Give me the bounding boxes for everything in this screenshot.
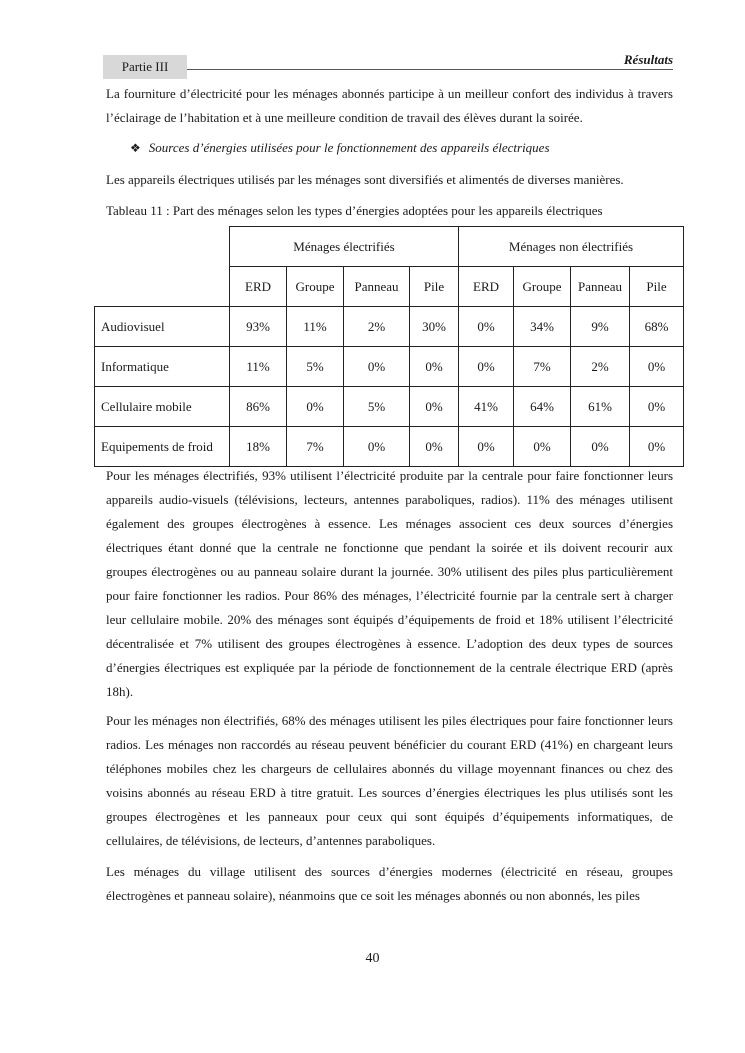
sub-header: Groupe xyxy=(514,267,571,307)
table-cell: 0% xyxy=(630,387,684,427)
table-cell: 2% xyxy=(571,347,630,387)
table-cell: 86% xyxy=(230,387,287,427)
table-cell: 0% xyxy=(410,427,459,467)
sub-header: Pile xyxy=(410,267,459,307)
table-cell: 93% xyxy=(230,307,287,347)
table-cell: 0% xyxy=(459,307,514,347)
table-cell: 7% xyxy=(514,347,571,387)
header-title: Résultats xyxy=(623,52,673,67)
table-cell: 0% xyxy=(630,427,684,467)
table-cell: 5% xyxy=(287,347,344,387)
table-cell: 0% xyxy=(459,427,514,467)
table-cell: 0% xyxy=(410,387,459,427)
table-cell: 0% xyxy=(344,427,410,467)
table-cell: 9% xyxy=(571,307,630,347)
sub-header: ERD xyxy=(459,267,514,307)
table-cell: 18% xyxy=(230,427,287,467)
page-number: 40 xyxy=(365,951,380,966)
table-cell: 64% xyxy=(514,387,571,427)
table-cell: 5% xyxy=(344,387,410,427)
table-cell: 0% xyxy=(344,347,410,387)
row-label: Informatique xyxy=(95,347,230,387)
table-cell: 0% xyxy=(410,347,459,387)
table-cell: 61% xyxy=(571,387,630,427)
sub-header: Panneau xyxy=(344,267,410,307)
table-cell: 34% xyxy=(514,307,571,347)
table-cell: 2% xyxy=(344,307,410,347)
section-tab: Partie III xyxy=(103,55,187,79)
table-group-header-row xyxy=(95,227,684,267)
bullet-heading-text: Sources d’énergies utilisées pour le fonctionnement des appareils électriques xyxy=(148,140,550,155)
table-cell: 0% xyxy=(287,387,344,427)
table-row xyxy=(95,387,684,427)
diamond-bullet-icon: ❖ xyxy=(130,141,141,155)
appliances-sentence: Les appareils électriques utilisés par les ménages sont diversifiés et alimentés de diverses manières. xyxy=(106,172,624,187)
table-cell: 11% xyxy=(287,307,344,347)
table-corner xyxy=(95,227,230,267)
table-cell: 0% xyxy=(514,427,571,467)
table-cell: 41% xyxy=(459,387,514,427)
intro-paragraph: La fourniture d’électricité pour les ménages abonnés participe à un meilleur confort des individus à travers l’éclairage de l’habitation et à une meilleure condition de travail des élèves durant la soirée. xyxy=(106,86,673,125)
energy-table xyxy=(94,226,684,467)
table-row xyxy=(95,307,684,347)
paragraph-electrified: Pour les ménages électrifiés, 93% utilisent l’électricité produite par la centrale pour faire fonctionner leurs appareils audio-visuels (télévisions, lecteurs, antennes paraboliques, radios). 11% des ménages utilisent également des groupes électrogènes à essence. Les ménages associent ces deux sources d’énergies électriques étant donné que la centrale ne fonctionne que pendant la soirée et ils doivent recourir aux groupes électrogènes ou au panneau solaire durant la journée. 30% utilisent des piles plus particulièrement pour faire fonctionner les radios. Pour 86% des ménages, l’électricité fournie par la centrale sert à charger leur cellulaire mobile. 20% des ménages sont équipés d’équipements de froid et 18% utilisent l’électricité décentralisée et 7% utilisent des groupes électrogènes à essence. L’adoption des deux types de sources d’énergies électriques est expliquée par la période de fonctionnement de la centrale électrique ERD (après 18h). xyxy=(106,468,673,699)
sub-header: ERD xyxy=(230,267,287,307)
bullet-heading xyxy=(130,136,550,160)
paragraph-non-electrified: Pour les ménages non électrifiés, 68% des ménages utilisent les piles électriques pour faire fonctionner leurs radios. Les ménages non raccordés au réseau peuvent bénéficier du courant ERD (41%) en chargeant leurs téléphones mobiles chez les chargeurs de cellulaires abonnés du village moyennant finances ou chez des voisins abonnés au réseau ERD à titre gratuit. Les sources d’énergies électriques les plus utilisés sont les groupes électrogènes et les panneaux pour ceux qui sont équipés d’équipements informatiques, de cellulaires, de télévisions, de lecteurs, d’antennes paraboliques. xyxy=(106,713,673,848)
table-cell: 11% xyxy=(230,347,287,387)
table-caption: Tableau 11 : Part des ménages selon les types d’énergies adoptées pour les appareils électriques xyxy=(106,203,603,218)
header-rule xyxy=(187,69,673,70)
sub-header: Pile xyxy=(630,267,684,307)
table-cell: 0% xyxy=(630,347,684,387)
sub-header: Groupe xyxy=(287,267,344,307)
group-header-non-electrified: Ménages non électrifiés xyxy=(459,227,684,267)
table-row xyxy=(95,347,684,387)
row-label: Cellulaire mobile xyxy=(95,387,230,427)
row-label: Equipements de froid xyxy=(95,427,230,467)
table-cell: 30% xyxy=(410,307,459,347)
table-cell: 0% xyxy=(459,347,514,387)
table-cell: 68% xyxy=(630,307,684,347)
table-sub-header-row xyxy=(95,267,684,307)
group-header-electrified: Ménages électrifiés xyxy=(230,227,459,267)
table-corner xyxy=(95,267,230,307)
sub-header: Panneau xyxy=(571,267,630,307)
table-row xyxy=(95,427,684,467)
table-cell: 0% xyxy=(571,427,630,467)
table-cell: 7% xyxy=(287,427,344,467)
paragraph-village: Les ménages du village utilisent des sources d’énergies modernes (électricité en réseau, groupes électrogènes et panneau solaire), néanmoins que ce soit les ménages abonnés ou non abonnés, les piles xyxy=(106,864,673,903)
row-label: Audiovisuel xyxy=(95,307,230,347)
